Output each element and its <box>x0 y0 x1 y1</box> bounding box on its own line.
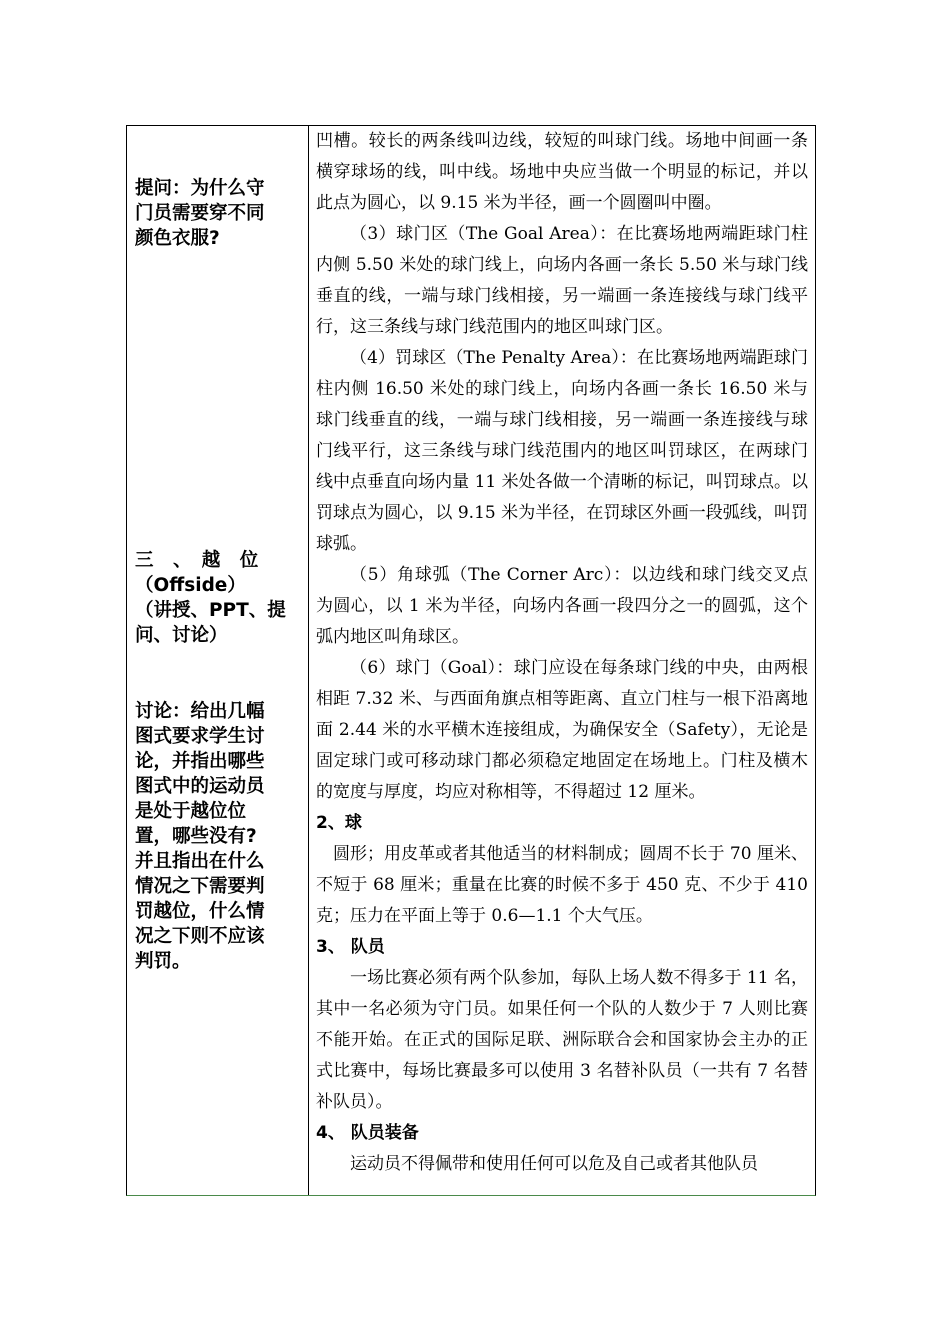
discussion-line: 并且指出在什么 <box>135 851 265 872</box>
section-title-line: 三 、 越 位 <box>135 550 259 571</box>
question-line: 颜色衣服? <box>135 228 220 249</box>
discussion-line: 判罚。 <box>135 951 191 972</box>
discussion-block <box>135 699 301 974</box>
lesson-table <box>126 125 816 1196</box>
players-heading: 3、 队员 <box>316 937 385 957</box>
discussion-line: 讨论：给出几幅 <box>135 701 265 722</box>
column-divider <box>308 126 309 1195</box>
section-title-line: （Offside） <box>135 575 246 596</box>
discussion-line: 图式中的运动员 <box>135 776 265 797</box>
section-heading-offside <box>135 548 301 648</box>
goal-paragraph: （6）球门（Goal）：球门应设在每条球门线的中央，由两根相距 7.32 米、与西面角旗点相等距离、直立门柱与一根下沿离地面 2.44 米的水平横木连接组成，为确保安全（Safety），无论是固定球门或可移动球门都必须稳定地固定在场地上。门柱及横木的宽度与厚度，均应对称相等，不得超过 12 厘米。 <box>316 658 808 802</box>
discussion-line: 图式要求学生讨 <box>135 726 265 747</box>
right-column <box>316 126 808 1180</box>
ball-paragraph: 圆形；用皮革或者其他适当的材料制成；圆周不长于 70 厘米、不短于 68 厘米；重量在比赛的时候不多于 450 克、不少于 410 克；压力在平面上等于 0.6—1.1 个大气压。 <box>316 844 808 926</box>
players-paragraph: 一场比赛必须有两个队参加，每队上场人数不得多于 11 名，其中一名必须为守门员。如果任何一个队的人数少于 7 人则比赛不能开始。在正式的国际足联、洲际联合会和国家协会主办的正式比赛中，每场比赛最多可以使用 3 名替补队员（一共有 7 名替补队员）。 <box>316 968 808 1112</box>
question-line: 门员需要穿不同 <box>135 203 265 224</box>
equipment-heading: 4、 队员装备 <box>316 1123 419 1143</box>
question-block <box>135 176 301 251</box>
discussion-line: 论，并指出哪些 <box>135 751 265 772</box>
discussion-line: 况之下则不应该 <box>135 926 265 947</box>
discussion-line: 是处于越位位 <box>135 801 247 822</box>
discussion-line: 情况之下需要判 <box>135 876 265 897</box>
penalty-area-paragraph: （4）罚球区（The Penalty Area）：在比赛场地两端距球门柱内侧 16.50 米处的球门线上，向场内各画一条长 16.50 米与球门线垂直的线，一端与球门线相接，另一端画一条连接线与球门线平行，这三条线与球门线范围内的地区叫罚球区，在两球门线中点垂直向场内量 11 米处各做一个清晰的标记，叫罚球点。以罚球点为圆心，以 9.15 米为半径，在罚球区外画一段弧线，叫罚球弧。 <box>316 348 808 554</box>
section-method-line: （讲授、PPT、提 <box>135 600 286 621</box>
equipment-paragraph: 运动员不得佩带和使用任何可以危及自己或者其他队员 <box>350 1154 758 1174</box>
question-line: 提问：为什么守 <box>135 178 265 199</box>
field-markings-paragraph: 凹槽。较长的两条线叫边线，较短的叫球门线。场地中间画一条横穿球场的线，叫中线。场地中央应当做一个明显的标记，并以此点为圆心，以 9.15 米为半径，画一个圆圈叫中圈。 <box>316 131 808 213</box>
goal-area-paragraph: （3）球门区（The Goal Area）：在比赛场地两端距球门柱内侧 5.50 米处的球门线上，向场内各画一条长 5.50 米与球门线垂直的线，一端与球门线相接，另一端画一条连接线与球门线平行，这三条线与球门线范围内的地区叫球门区。 <box>316 224 808 337</box>
discussion-line: 罚越位，什么情 <box>135 901 265 922</box>
ball-heading: 2、球 <box>316 813 362 833</box>
section-method-line: 问、讨论） <box>135 625 228 646</box>
corner-arc-paragraph: （5）角球弧（The Corner Arc）：以边线和球门线交叉点为圆心，以 1 米为半径，向场内各画一段四分之一的圆弧，这个弧内地区叫角球区。 <box>316 565 808 647</box>
discussion-line: 置，哪些没有? <box>135 826 257 847</box>
